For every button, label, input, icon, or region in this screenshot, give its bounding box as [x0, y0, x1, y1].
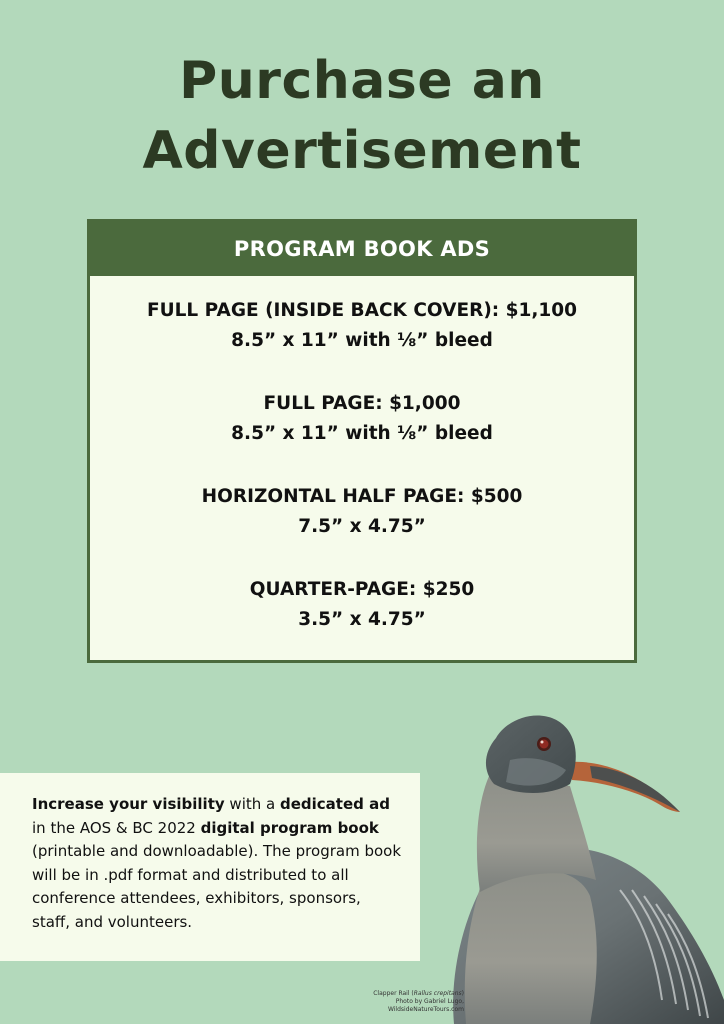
photo-credit-photographer: Photo by Gabriel Lugo, — [395, 998, 464, 1005]
info-bold-dedicated-ad: dedicated ad — [279, 795, 390, 813]
info-text: with a — [224, 795, 280, 813]
info-text: in the AOS & BC 2022 — [32, 818, 201, 837]
info-bold-digital-program-book: digital program book — [200, 818, 379, 837]
photo-credit-text: Clapper Rail ( — [373, 990, 414, 997]
info-bold-visibility: Increase your visibility — [32, 795, 225, 813]
ad-item-name-price: FULL PAGE: $1,000 — [263, 393, 461, 414]
photo-credit-species: Rallus crepitans — [413, 990, 462, 997]
ad-item-name-price: HORIZONTAL HALF PAGE: $500 — [201, 486, 523, 507]
visibility-info-panel — [0, 773, 420, 961]
clapper-rail-bird-illustration — [440, 700, 724, 1024]
ad-item-name-price: FULL PAGE (INSIDE BACK COVER): $1,100 — [146, 300, 578, 321]
ad-item-size: 7.5” x 4.75” — [298, 516, 426, 537]
info-text: (printable and downloadable). The program book will be in .pdf format and distributed to all conference attendees, exhibitors, sponsors, staff, and volunteers. — [32, 842, 402, 931]
page-title-line-1: Purchase an — [179, 51, 545, 111]
program-book-ads-header: PROGRAM BOOK ADS — [90, 222, 634, 276]
ad-item-size: 3.5” x 4.75” — [298, 609, 426, 630]
photo-credit-text: ) — [461, 990, 464, 997]
ad-list — [90, 276, 634, 635]
ad-item-quarter-page — [90, 575, 634, 635]
page-title — [0, 46, 724, 186]
ad-item-size: 8.5” x 11” with ⅛” bleed — [231, 423, 493, 444]
photo-credit-species-line — [330, 990, 464, 998]
program-book-ads-box — [87, 219, 637, 663]
ad-item-horizontal-half-page — [90, 482, 634, 542]
ad-item-name-price: QUARTER-PAGE: $250 — [249, 579, 475, 600]
photo-credit — [330, 990, 464, 1014]
photo-credit-website: WildsideNatureTours.com — [387, 1006, 464, 1013]
page-title-line-2: Advertisement — [142, 121, 582, 181]
ad-item-size: 8.5” x 11” with ⅛” bleed — [231, 330, 493, 351]
ad-item-full-page — [90, 389, 634, 449]
ad-item-full-page-inside-back-cover — [90, 296, 634, 356]
